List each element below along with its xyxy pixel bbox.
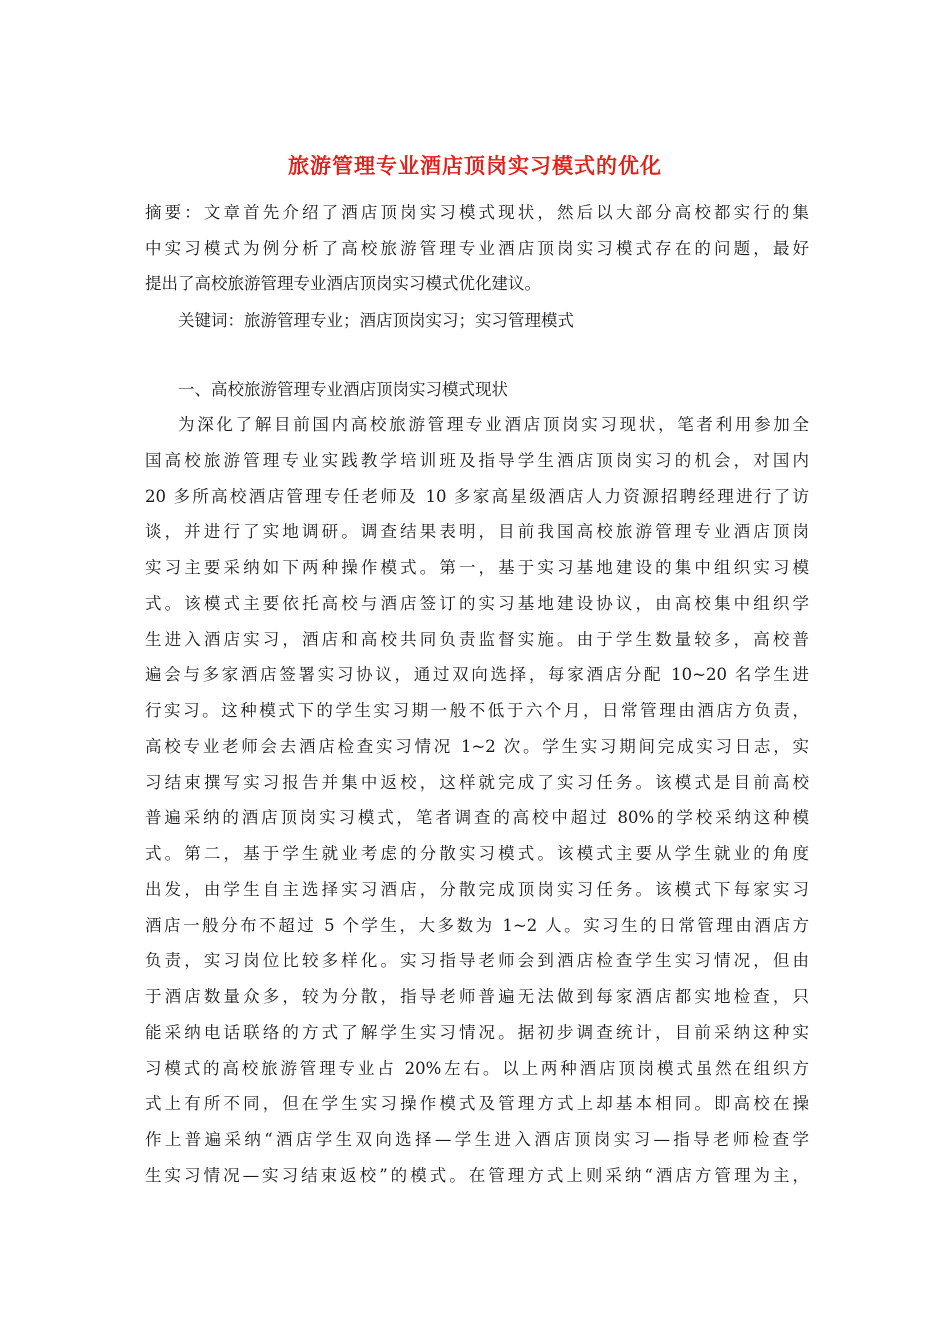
- body-line: 能采纳电话联络的方式了解学生实习情况。据初步调查统计，目前采纳这种实: [145, 1023, 809, 1042]
- body-line: 20 多所高校酒店管理专任老师及 10 多家高星级酒店人力资源招聘经理进行了访: [145, 487, 809, 506]
- body-line: 普遍采纳的酒店顶岗实习模式，笔者调查的高校中超过 80%的学校采纳这种模: [145, 808, 809, 827]
- body-line: 习模式的高校旅游管理专业占 20%左右。以上两种酒店顶岗模式虽然在组织方: [145, 1059, 809, 1078]
- body-line: 遍会与多家酒店签署实习协议，通过双向选择，每家酒店分配 10~20 名学生进: [145, 665, 809, 684]
- body-line: 式。该模式主要依托高校与酒店签订的实习基地建设协议，由高校集中组织学: [145, 594, 809, 613]
- body-line: 国高校旅游管理专业实践教学培训班及指导学生酒店顶岗实习的机会，对国内: [145, 451, 809, 470]
- body-line: 谈，并进行了实地调研。调查结果表明，目前我国高校旅游管理专业酒店顶岗: [145, 522, 809, 541]
- body-line: 生实习情况—实习结束返校”的模式。在管理方式上则采纳“酒店方管理为主，: [145, 1166, 809, 1185]
- document-title: 旅游管理专业酒店顶岗实习模式的优化: [288, 153, 662, 178]
- keywords: 关键词：旅游管理专业；酒店顶岗实习；实习管理模式: [178, 311, 574, 330]
- body-line: 习结束撰写实习报告并集中返校，这样就完成了实习任务。该模式是目前高校: [145, 773, 809, 792]
- body-line: 式上有所不同，但在学生实习操作模式及管理方式上却基本相同。即高校在操: [145, 1094, 809, 1113]
- body-line: 行实习。这种模式下的学生实习期一般不低于六个月，日常管理由酒店方负责，: [145, 701, 809, 720]
- section-heading: 一、高校旅游管理专业酒店顶岗实习模式现状: [178, 380, 508, 399]
- body-line: 于酒店数量众多，较为分散，指导老师普遍无法做到每家酒店都实地检查，只: [145, 987, 809, 1006]
- abstract-line: 提出了高校旅游管理专业酒店顶岗实习模式优化建议。: [145, 274, 541, 293]
- body-line: 为深化了解目前国内高校旅游管理专业酒店顶岗实习现状，笔者利用参加全: [178, 415, 809, 434]
- body-line: 出发，由学生自主选择实习酒店，分散完成顶岗实习任务。该模式下每家实习: [145, 880, 809, 899]
- body-line: 生进入酒店实习，酒店和高校共同负责监督实施。由于学生数量较多，高校普: [145, 630, 809, 649]
- body-line: 酒店一般分布不超过 5 个学生，大多数为 1~2 人。实习生的日常管理由酒店方: [145, 916, 809, 935]
- abstract-line: 中实习模式为例分析了高校旅游管理专业酒店顶岗实习模式存在的问题，最好: [145, 239, 809, 258]
- body-line: 负责，实习岗位比较多样化。实习指导老师会到酒店检查学生实习情况，但由: [145, 951, 809, 970]
- body-line: 作上普遍采纳“酒店学生双向选择—学生进入酒店顶岗实习—指导老师检查学: [145, 1130, 809, 1149]
- body-line: 高校专业老师会去酒店检查实习情况 1~2 次。学生实习期间完成实习日志，实: [145, 737, 809, 756]
- body-line: 式。第二，基于学生就业考虑的分散实习模式。该模式主要从学生就业的角度: [145, 844, 809, 863]
- body-line: 实习主要采纳如下两种操作模式。第一，基于实习基地建设的集中组织实习模: [145, 558, 809, 577]
- abstract-line: 摘要：文章首先介绍了酒店顶岗实习模式现状，然后以大部分高校都实行的集: [145, 203, 809, 222]
